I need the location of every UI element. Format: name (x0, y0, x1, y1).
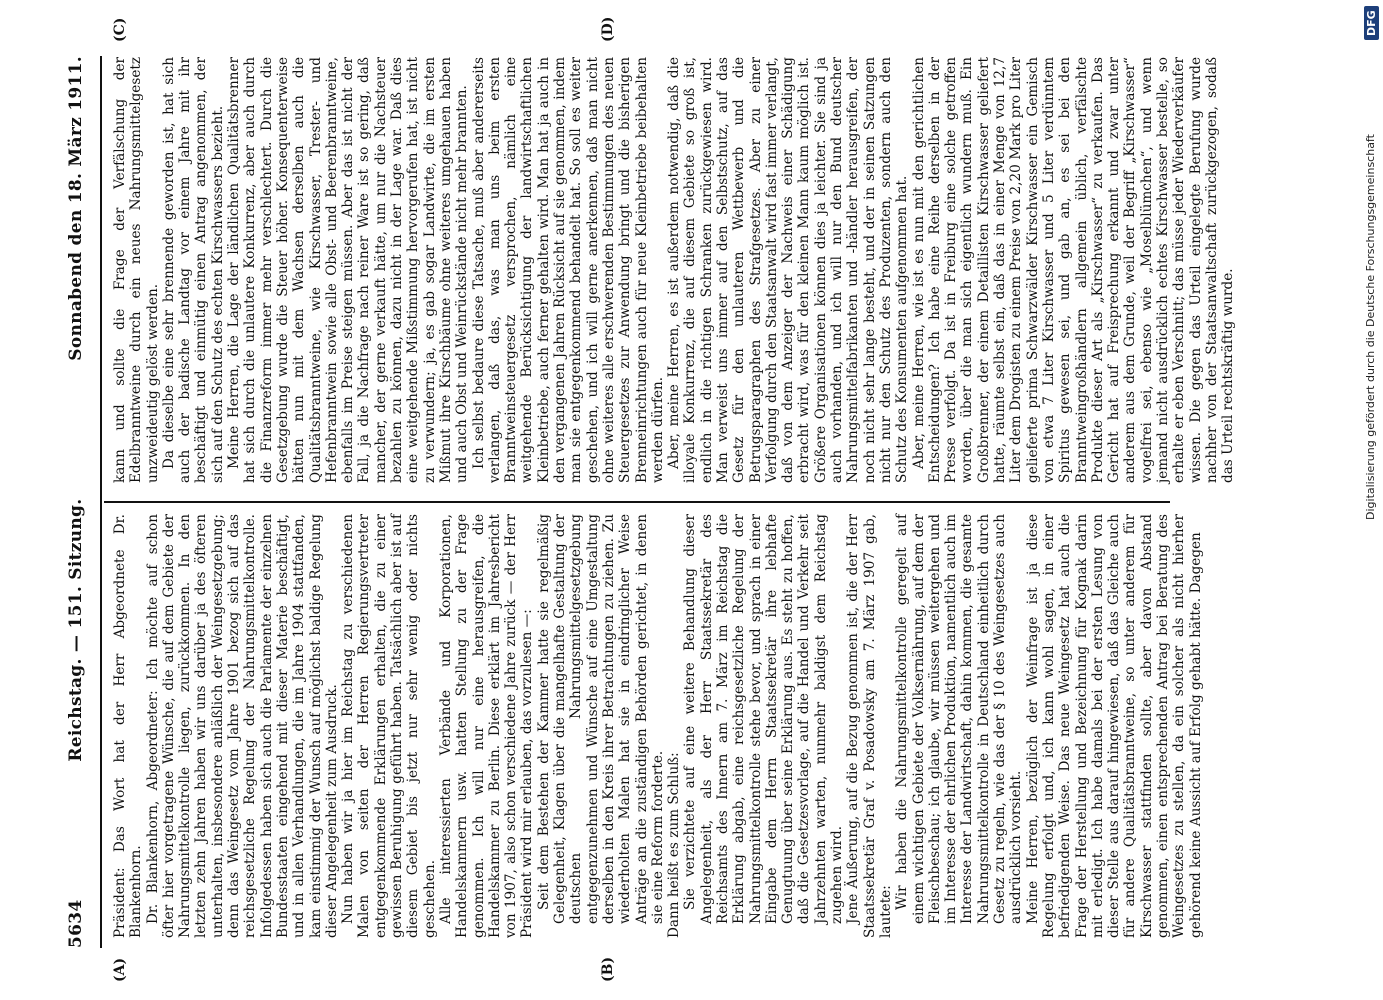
left-column (112, 514, 1204, 938)
margin-marker-d: (D) (600, 16, 616, 42)
quote-paragraph: Seit dem Bestehen der Kammer hatte sie regelmäßig Gelegenheit, Klagen über die mangelhafte Gestaltung der deutschen Nahrungsmittelgesetzgebung entgegenzunehmen und Wünsche auf eine Umgestaltung derselben in den Kreis ihrer Betrachtungen zu ziehen. Zu wiederholten Malen hat sie in eindringlicher Weise Anträge an die zuständigen Behörden gerichtet, in denen sie eine Reform forderte. (535, 514, 666, 924)
digitization-credit: Digitalisierung gefördert durch die Deutsche Forschungsgemeinschaft (1364, 134, 1377, 520)
quote-paragraph: Wir haben die Nahrungsmittelkontrolle geregelt auf einem wichtigen Gebiete der Volksernährung, auf dem der Fleischbeschau; ich glaube, wir müssen weitergehen und im Interesse der ehrlichen Produktion, namentlich auch im Interesse der Landwirtschaft, dahin kommen, die gesamte Nahrungsmittelkontrolle in Deutschland einheitlich durch Gesetz zu regeln, wie das der § 10 des Weingesetzes auch ausdrücklich vorsieht. (894, 514, 1025, 924)
paragraph: Jene Äußerung, auf die Bezug genommen ist, die der Herr Staatssekretär Graf v. Posadowsky am 7. März 1907 gab, lautete: (845, 514, 894, 938)
paragraph: Dr. Blankenhorn, Abgeordneter: Ich möchte auf schon öfter hier vorgetragene Wünsche, die auf dem Gebiete der Nahrungsmittelkontrolle liegen, zurückkommen. In den letzten zehn Jahren haben wir uns darüber ja des öfteren unterhalten, insbesondere anläßlich der Weingesetzgebung; denn das Weingesetz vom Jahre 1901 bezog sich auf das reichsgesetzliche Regelung der Nahrungsmittelkontrolle. Infolgedessen haben sich auch die Parlamente der einzelnen Bundesstaaten eingehend mit dieser Materie beschäftigt, und in allen Verhandlungen, die im Jahre 1904 stattfanden, kam einstimmig der Wunsch auf möglichst baldige Regelung dieser Angelegenheit zum Ausdruck. (144, 514, 340, 938)
paragraph: Nun haben wir ja hier im Reichstag zu verschiedenen Malen von seiten der Herren Regierungsvertreter entgegenkommende Erklärungen erhalten, die zu einer gewissen Beruhigung geführt haben. Tatsächlich aber ist auf diesem Gebiet bis jetzt nur sehr wenig oder nichts geschehen. (340, 514, 438, 938)
margin-marker-a: (A) (112, 957, 128, 982)
right-column (112, 57, 1236, 483)
margin-marker-b: (B) (600, 956, 616, 982)
page-header (66, 56, 96, 948)
paragraph: Meine Herren, die Lage der ländlichen Qualitätsbrenner hat sich durch die unlautere Konkurrenz, aber auch durch die Finanzreform immer mehr verschlechtert. Durch die Gesetzgebung wurde die Steuer höher. Konsequenterweise hätten nun mit dem Wachsen derselben auch die Qualitätsbranntweine, wie Kirschwasser, Trester- und Hefenbranntwein sowie alle Obst- und Beerenbranntweine, ebenfalls im Preise steigen müssen. Aber das ist nicht der Fall, ja die Nachfrage nach reiner Ware ist so gering, daß mancher, der gerne verkauft hätte, um nur die Nachsteuer bezahlen zu können, dazu nicht in der Lage war. Daß dies eine weitgehende Mißstimmung hervorgerufen hat, ist nicht zu verwundern; ja, es gab sogar Landwirte, die im ersten Mißmut ihre Kirschbäume ohne weiteres umgehauen haben und auch Obst und Weinrückstände nicht mehr brannten. (226, 57, 471, 483)
paragraph: Dann heißt es zum Schluß: (666, 752, 683, 938)
paragraph: Präsident: Das Wort hat der Herr Abgeordnete Dr. Blankenhorn. (112, 514, 145, 938)
dfg-logo: DFG (1364, 6, 1379, 40)
paragraph: Meine Herren, bezüglich der Weinfrage ist ja diese Regelung erfolgt und, ich kann wohl sagen, in einer befriedigenden Weise. Das neue Weingesetz hat auch die Frage der Herstellung und Bezeichnung für Kognak darin mit erledigt. Ich habe damals bei der ersten Lesung von dieser Stelle aus darauf hingewiesen, daß das Gleiche auch für andere Qualitätsbranntweine, so unter anderem für Kirschwasser stattfinden sollte, aber davon Abstand genommen, einen entsprechenden Antrag bei Beratung des Weingesetzes zu stellen, da ein solcher als nicht hierher gehörend keine Aussicht auf Erfolg gehabt hätte. Dagegen (1024, 514, 1204, 938)
paragraph: Da dieselbe eine sehr brennende geworden ist, hat sich auch der badische Landtag vor einem Jahre mit ihr beschäftigt und einmütig einen Antrag angenommen, der sich auf den Schutz des echten Kirschwassers bezieht. (160, 57, 226, 483)
paragraph: Ich selbst bedaure diese Tatsache, muß aber andererseits verlangen, daß das, was man uns beim ersten Branntweinsteuergesetz versprochen, nämlich eine weitgehende Berücksichtigung der landwirtschaftlichen Kleinbetriebe, auch ferner gehalten wird. Man hat ja auch in den vergangenen Jahren Rücksicht auf sie genommen, indem man sie entgegenkommend behandelt hat. So soll es weiter geschehen, und ich will gerne anerkennen, daß man nicht ohne weiteres alle erschwerenden Bestimmungen des neuen Steuergesetzes zur Anwendung bringt und die bisherigen Brenneinrichtungen auch für neue Kleinbetriebe beibehalten werden dürfen. (470, 57, 666, 483)
paragraph: Aber, meine Herren, es ist außerdem notwendig, daß die illoyale Konkurrenz, die auf diesem Gebiete so groß ist, endlich in die richtigen Schranken zurückgewiesen wird. Man verweist uns immer auf den Selbstschutz, auf das Gesetz für den unlauteren Wettbewerb und die Betrugsparagraphen des Strafgesetzes. Aber zu einer Verfolgung durch den Staatsanwalt wird fast immer verlangt, daß von dem Anzeiger der Nachweis einer Schädigung erbracht wird, was für den kleinen Mann kaum möglich ist. Größere Organisationen können dies ja leichter. Sie sind ja auch vorhanden, und ich will nur den Bund deutscher Nahrungsmittelfabrikanten und -händler herausgreifen, der noch nicht sehr lange besteht, und der in seinen Satzungen nicht nur den Schutz des Produzenten, sondern auch den Schutz des Konsumenten aufgenommen hat. (666, 57, 911, 483)
paragraph: kann und sollte die Frage der Verfälschung der Edelbranntweine durch ein neues Nahrungsmittelgesetz unzweideutig gelöst werden. (112, 57, 161, 483)
quote-paragraph: Sie verzichtete auf eine weitere Behandlung dieser Angelegenheit, als der Herr Staatssekretär des Reichsamts des Innern am 7. März im Reichstag die Erklärung abgab, eine reichsgesetzliche Regelung der Nahrungsmittelkontrolle stehe bevor, und sprach in einer Eingabe dem Herrn Staatssekretär ihre lebhafte Genugtuung über seine Erklärung aus. Es steht zu hoffen, daß die Gesetzesvorlage, auf die Handel und Verkehr seit Jahrzehnten warten, nunmehr baldigst dem Reichstag zugehen wird. (682, 514, 846, 924)
header-rule (100, 56, 102, 948)
session-date: Sonnabend den 18. März 1911. (66, 56, 86, 361)
margin-marker-c: (C) (112, 17, 128, 42)
paragraph: Aber, meine Herren, wie ist es nun mit den gerichtlichen Entscheidungen? Ich habe eine Reihe derselben in der Presse verfolgt. Da ist in Freiburg eine solche getroffen worden, über die man sich eigentlich wundern muß. Ein Großbrenner, der einem Detaillisten Kirschwasser geliefert hatte, räumte selbst ein, daß das in einer Menge von 12,7 Liter dem Drogisten zu einem Preise von 2,20 Mark pro Liter gelieferte prima Schwarzwälder Kirschwasser ein Gemisch von etwa 7 Liter Kirschwasser und 5 Liter verdünntem Spiritus gewesen sei, und gab an, es sei bei den Branntweingroßhändlern allgemein üblich, verfälschte Produkte dieser Art als „Kirschwasser“ zu verkaufen. Das Gericht hat auf Freisprechung erkannt und zwar unter anderem aus dem Grunde, weil der Begriff „Kirschwasser“ vogelfrei sei, ebenso wie „Moselblümchen“, und wenn jemand nicht ausdrücklich echtes Kirschwasser bestelle, so erhalte er eben Verschnitt; das müsse jeder Wiederverkäufer wissen. Die gegen das Urteil eingelegte Berufung wurde nachher von der Staatsanwaltschaft zurückgezogen, sodaß das Urteil rechtskräftig wurde. (910, 57, 1237, 483)
session-title: Reichstag. — 151. Sitzung. (66, 498, 86, 762)
column-divider (104, 501, 1170, 503)
page-number: 5634 (66, 899, 86, 948)
paragraph: Alle interessierten Verbände und Korporationen, Handelskammern usw. hatten Stellung zu der Frage genommen. Ich will nur eine herausgreifen, die Handelskammer zu Berlin. Diese erklärt im Jahresbericht von 1907, also schon verschiedene Jahre zurück — der Herr Präsident wird mir erlauben, das vorzulesen —: (437, 514, 536, 938)
